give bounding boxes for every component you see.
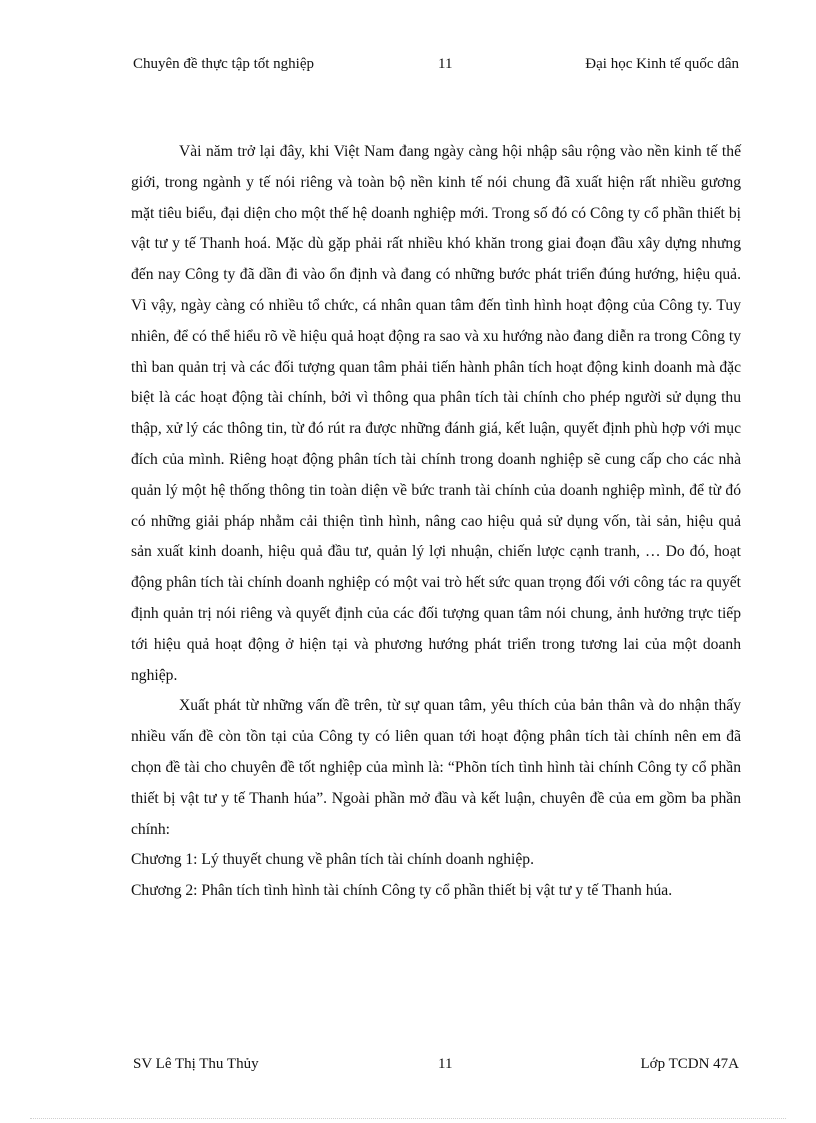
header-university-name: Đại học Kinh tế quốc dân (585, 56, 739, 72)
page-footer (133, 1053, 739, 1075)
chapter-1-line: Chương 1: Lý thuyết chung về phân tích tài chính doanh nghiệp. (131, 851, 535, 869)
header-document-title: Chuyên đề thực tập tốt nghiệp (133, 56, 315, 72)
page-header (133, 53, 739, 75)
header-page-number: 11 (438, 56, 453, 72)
chapter-2-line: Chương 2: Phân tích tình hình tài chính Công ty cổ phần thiết bị vật tư y tế Thanh húa. (131, 882, 673, 900)
footer-page-number: 11 (438, 1056, 453, 1072)
paragraph-introduction: Vài năm trở lại đây, khi Việt Nam đang ngày càng hội nhập sâu rộng vào nền kinh tế thế giới, trong ngành y tế nói riêng và toàn bộ nền kinh tế nói chung đã xuất hiện rất nhiều gương mặt tiêu biểu, đại diện cho một thế hệ doanh nghiệp mới. Trong số đó có Công ty cổ phần thiết bị vật tư y tế Thanh hoá. Mặc dù gặp phải rất nhiều khó khăn trong giai đoạn đầu xây dựng nhưng đến nay Công ty đã dần đi vào ổn định và đang có những bước phát triển đúng hướng, hiệu quả. Vì vậy, ngày càng có nhiều tổ chức, cá nhân quan tâm đến tình hình hoạt động của Công ty. Tuy nhiên, để có thể hiểu rõ về hiệu quả hoạt động ra sao và xu hướng nào đang diễn ra trong Công ty thì ban quản trị và các đối tượng quan tâm phải tiến hành phân tích hoạt động kinh doanh mà đặc biệt là các hoạt động tài chính, bởi vì thông qua phân tích tài chính cho phép người sử dụng thu thập, xử lý các thông tin, từ đó rút ra được những đánh giá, kết luận, quyết định phù hợp với mục đích của mình. Riêng hoạt động phân tích tài chính trong doanh nghiệp sẽ cung cấp cho các nhà quản lý một hệ thống thông tin toàn diện về bức tranh tài chính của doanh nghiệp mình, để từ đó có những giải pháp nhằm cải thiện tình hình, nâng cao hiệu quả sử dụng vốn, tài sản, hiệu quả sản xuất kinh doanh, hiệu quả đầu tư, quản lý lợi nhuận, chiến lược cạnh tranh, … Do đó, hoạt động phân tích tài chính doanh nghiệp có một vai trò hết sức quan trọng đối với công tác ra quyết định quản trị nói riêng và quyết định của các đối tượng quan tâm nói chung, ảnh hưởng trực tiếp tới hiệu quả hoạt động ở hiện tại và phương hướng phát triển trong tương lai của một doanh nghiệp. (131, 143, 741, 684)
footer-class-name: Lớp TCDN 47A (640, 1056, 739, 1072)
paragraph-topic-choice: Xuất phát từ những vấn đề trên, từ sự quan tâm, yêu thích của bản thân và do nhận thấy nhiều vấn đề còn tồn tại của Công ty có liên quan tới hoạt động phân tích tài chính nên em đã chọn đề tài cho chuyên đề tốt nghiệp của mình là: “Phõn tích tình hình tài chính Công ty cổ phần thiết bị vật tư y tế Thanh húa”. Ngoài phần mở đầu và kết luận, chuyên đề của em gồm ba phần chính: (131, 697, 741, 838)
page-bottom-edge (30, 1118, 786, 1119)
body-text (131, 137, 741, 907)
footer-student-name: SV Lê Thị Thu Thủy (133, 1056, 259, 1072)
